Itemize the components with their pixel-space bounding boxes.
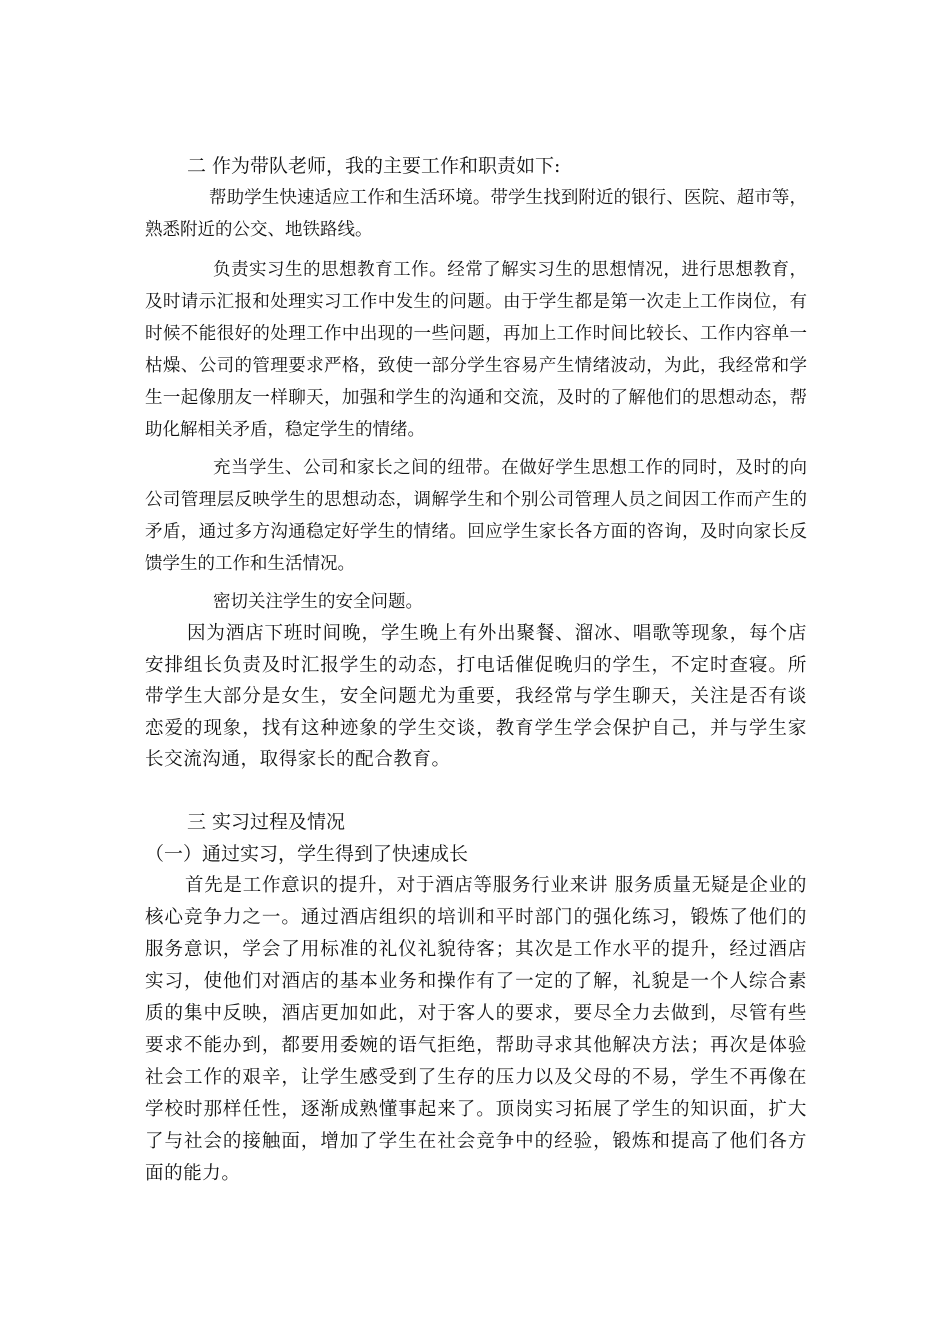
paragraph-safety-details: 因为酒店下班时间晚，学生晚上有外出聚餐、溜冰、唱歌等现象，每个店安排组长负责及时汇报学生的动态，打电话催促晚归的学生，不定时查寝。所带学生大部分是女生，安全问题尤为重要，我经常与学生聊天，关注是否有谈恋爱的现象，找有这种迹象的学生交谈，教育学生学会保护自己，并与学生家长交流沟通，取得家长的配合教育。 <box>145 623 807 770</box>
section-heading-3: 三 实习过程及情况 <box>187 810 346 833</box>
paragraph-adapt-environment: 帮助学生快速适应工作和生活环境。带学生找到附近的银行、医院、超市等，熟悉附近的公交、地铁路线。 <box>145 188 807 240</box>
paragraph-ideological-education: 负责实习生的思想教育工作。经常了解实习生的思想情况，进行思想教育，及时请示汇报和处理实习工作中发生的问题。由于学生都是第一次走上工作岗位，有时候不能很好的处理工作中出现的一些问题，再加上工作时间比较长、工作内容单一枯燥、公司的管理要求严格，致使一部分学生容易产生情绪波动，为此，我经常和学生一起像朋友一样聊天，加强和学生的沟通和交流，及时的了解他们的思想动态，帮助化解相关矛盾，稳定学生的情绪。 <box>145 260 807 440</box>
document-body <box>145 150 807 1190</box>
paragraph-liaison: 充当学生、公司和家长之间的纽带。在做好学生思想工作的同时，及时的向公司管理层反映学生的思想动态，调解学生和个别公司管理人员之间因工作而产生的矛盾，通过多方沟通稳定好学生的情绪。回应学生家长各方面的咨询，及时向家长反馈学生的工作和生活情况。 <box>145 458 807 574</box>
section-heading-2: 二 作为带队老师，我的主要工作和职责如下: <box>187 155 561 177</box>
subsection-heading-3-1: （一）通过实习，学生得到了快速成长 <box>145 842 469 865</box>
paragraph-safety-heading: 密切关注学生的安全问题。 <box>213 592 423 612</box>
paragraph-student-growth: 首先是工作意识的提升，对于酒店等服务行业来讲 服务质量无疑是企业的核心竞争力之一。通过酒店组织的培训和平时部门的强化练习，锻炼了他们的服务意识，学会了用标准的礼仪礼貌待客；其次是工作水平的提升，经过酒店实习，使他们对酒店的基本业务和操作有了一定的了解，礼貌是一个人综合素质的集中反映，酒店更加如此，对于客人的要求，要尽全力去做到，尽管有些要求不能办到，都要用委婉的语气拒绝，帮助寻求其他解决方法；再次是体验社会工作的艰辛，让学生感受到了生存的压力以及父母的不易，学生不再像在学校时那样任性，逐渐成熟懂事起来了。顶岗实习拓展了学生的知识面，扩大了与社会的接触面，增加了学生在社会竞争中的经验，锻炼和提高了他们各方面的能力。 <box>145 874 807 1184</box>
